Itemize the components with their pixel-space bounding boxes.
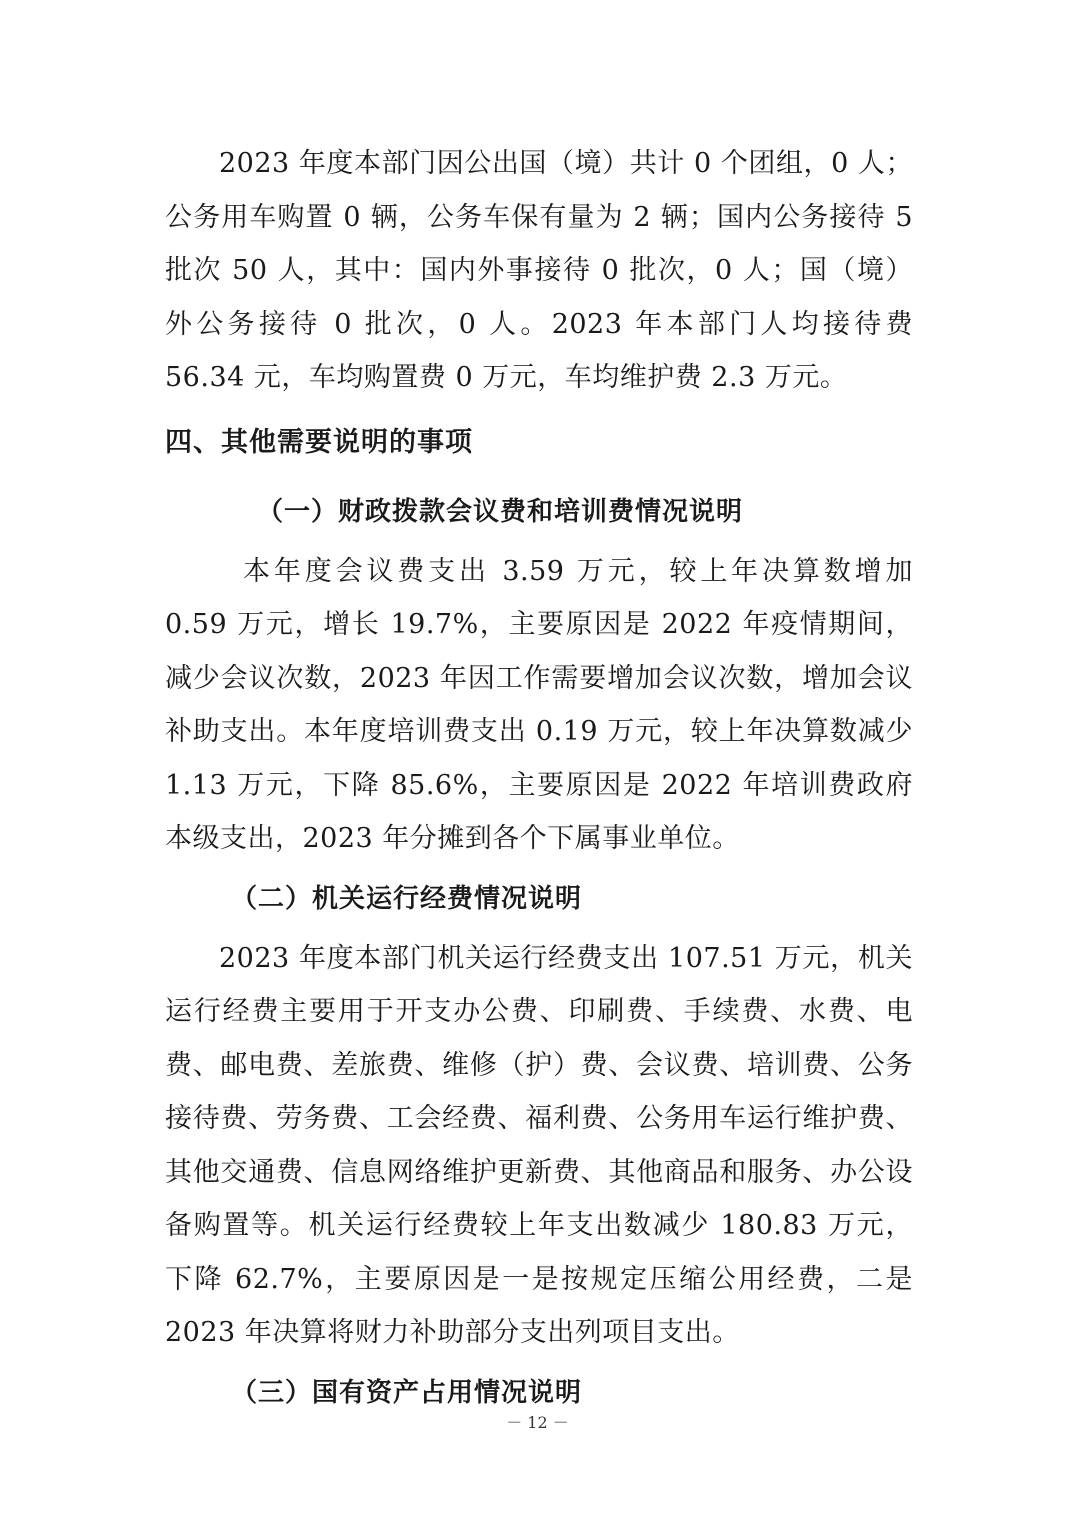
subheading-meeting-training-fees: （一）财政拨款会议费和培训费情况说明 — [257, 496, 744, 527]
subheading-state-assets: （三）国有资产占用情况说明 — [231, 1377, 583, 1408]
page-number: － 12 － — [506, 1413, 569, 1432]
paragraph-travel-vehicle-reception: 2023 年度本部门因公出国（境）共计 0 个团组，0 人；公务用车购置 0 辆，公务车保有量为 2 辆；国内公务接待 5 批次 50 人，其中：国内外事接待 0 批次，0 人；国（境）外公务接待 0 批次，0 人。2023 年本部门人均接待费 56.34 元，车均购置费 0 万元，车均维护费 2.3 万元。 — [165, 148, 913, 393]
section-heading-other-matters: 四、其他需要说明的事项 — [165, 426, 473, 458]
subheading-operating-expenses: （二）机关运行经费情况说明 — [231, 883, 583, 914]
page-content — [165, 137, 913, 1426]
paragraph-operating-expenses: 2023 年度本部门机关运行经费支出 107.51 万元，机关运行经费主要用于开支办公费、印刷费、手续费、水费、电费、邮电费、差旅费、维修（护）费、会议费、培训费、公务接待费、劳务费、工会经费、福利费、公务用车运行维护费、其他交通费、信息网络维护更新费、其他商品和服务、办公设备购置等。机关运行经费较上年支出数减少 180.83 万元，下降 62.7%，主要原因是一是按规定压缩公用经费，二是 2023 年决算将财力补助部分支出列项目支出。 — [165, 942, 913, 1348]
paragraph-meeting-training-fees: 本年度会议费支出 3.59 万元，较上年决算数增加 0.59 万元，增长 19.7%，主要原因是 2022 年疫情期间，减少会议次数，2023 年因工作需要增加会议次数，增加会议补助支出。本年度培训费支出 0.19 万元，较上年决算数减少 1.13 万元，下降 85.6%，主要原因是 2022 年培训费政府本级支出，2023 年分摊到各个下属事业单位。 — [165, 555, 913, 854]
